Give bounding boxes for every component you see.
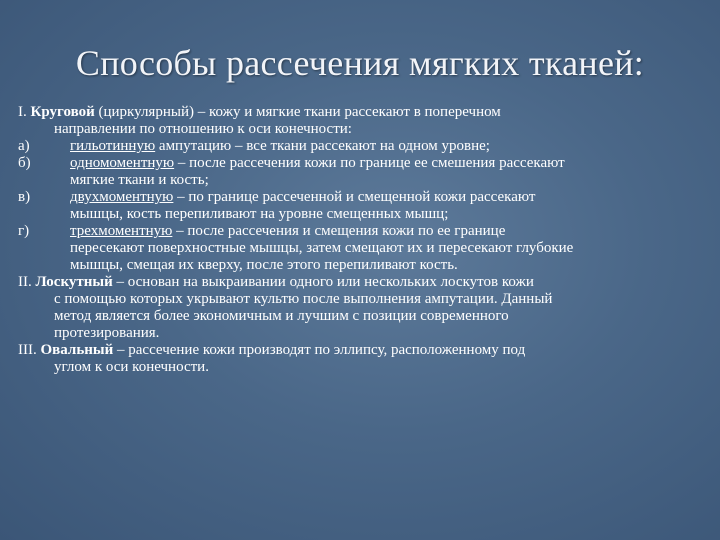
item-term: гильотинную bbox=[70, 138, 156, 154]
list-item-b bbox=[18, 155, 698, 189]
section-oval-line1 bbox=[18, 342, 525, 358]
section-circular bbox=[18, 104, 698, 138]
section-number: III. bbox=[18, 342, 37, 358]
section-text-cont: с помощью которых укрывают культю после выполнения ампутации. Данный bbox=[54, 291, 553, 307]
section-text-cont: углом к оси конечности. bbox=[54, 359, 209, 375]
item-text: – после рассечения кожи по границе ее смешения рассекают bbox=[174, 155, 565, 171]
list-item-d bbox=[18, 223, 698, 274]
item-text-cont: мягкие ткани и кость; bbox=[70, 172, 209, 188]
section-flap bbox=[18, 274, 698, 342]
item-term: одномоментную bbox=[70, 155, 175, 171]
item-marker: в) bbox=[18, 189, 31, 205]
item-marker: а) bbox=[18, 138, 30, 154]
list-item-c bbox=[18, 189, 698, 223]
section-text-cont: протезирования. bbox=[54, 325, 160, 341]
section-text: (циркулярный) – кожу и мягкие ткани рассекают в поперечном bbox=[94, 104, 501, 120]
slide-body bbox=[18, 104, 698, 376]
list-item-a bbox=[18, 138, 698, 155]
section-circular-line1 bbox=[18, 104, 501, 120]
item-term: трехмоментную bbox=[70, 223, 173, 239]
section-text-cont: направлении по отношению к оси конечности: bbox=[54, 121, 352, 137]
section-name: Овальный bbox=[40, 342, 114, 358]
section-text: – рассечение кожи производят по эллипсу, расположенному под bbox=[113, 342, 526, 358]
item-marker: б) bbox=[18, 155, 31, 171]
item-text-cont: мышцы, смещая их кверху, после этого перепиливают кость. bbox=[70, 257, 458, 273]
item-text: – после рассечения и смещения кожи по ее границе bbox=[172, 223, 506, 239]
section-name: Лоскутный bbox=[35, 274, 113, 290]
section-text: – основан на выкраивании одного или нескольких лоскутов кожи bbox=[112, 274, 534, 290]
item-text-cont: мышцы, кость перепиливают на уровне смещенных мышц; bbox=[70, 206, 449, 222]
item-term: двухмоментную bbox=[70, 189, 174, 205]
section-text-cont: метод является более экономичным и лучшим с позиции современного bbox=[54, 308, 509, 324]
item-text: ампутацию – все ткани рассекают на одном уровне; bbox=[155, 138, 490, 154]
section-flap-line1 bbox=[18, 274, 534, 290]
slide-title: Способы рассечения мягких тканей: bbox=[75, 43, 645, 83]
item-marker: г) bbox=[18, 223, 30, 239]
section-number: I. bbox=[18, 104, 27, 120]
section-oval bbox=[18, 342, 698, 376]
section-name: Круговой bbox=[30, 104, 95, 120]
section-number: II. bbox=[18, 274, 32, 290]
item-text-cont: пересекают поверхностные мышцы, затем смещают их и пересекают глубокие bbox=[70, 240, 574, 256]
item-text: – по границе рассеченной и смещенной кожи рассекают bbox=[173, 189, 536, 205]
